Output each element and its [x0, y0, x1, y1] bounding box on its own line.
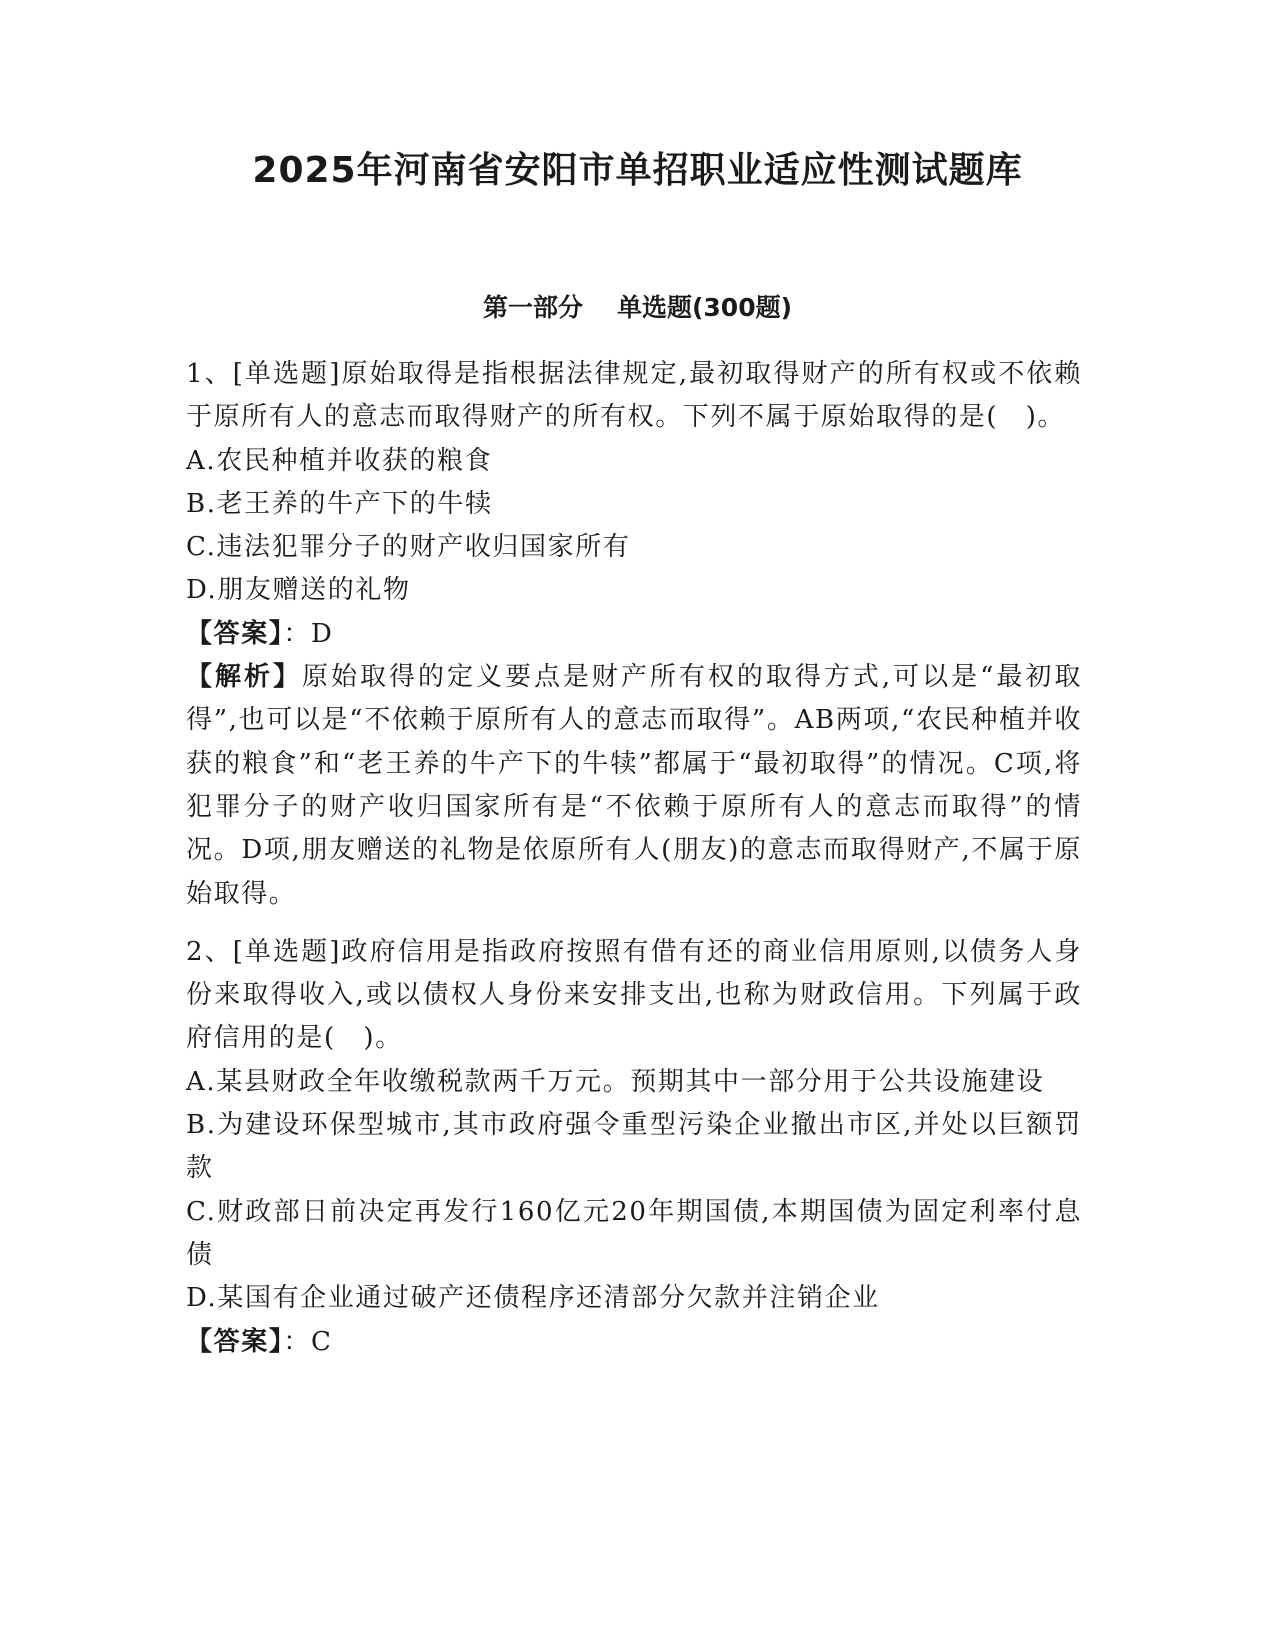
question-1 [186, 353, 1082, 916]
document-title: 2025年河南省安阳市单招职业适应性测试题库 [252, 150, 1023, 191]
analysis-text: 原始取得的定义要点是财产所有权的取得方式,可以是“最初取得”,也可以是“不依赖于原所有人的意志而取得”。AB两项,“农民种植并收获的粮食”和“老王养的牛产下的牛犊”都属于“最初取得”的情况。C项,将犯罪分子的财产收归国家所有是“不依赖于原所有人的意志而取得”的情况。D项,朋友赠送的礼物是依原所有人(朋友)的意志而取得财产,不属于原始取得。 [186, 662, 1082, 909]
option-c: C.财政部日前决定再发行160亿元20年期国债,本期国债为固定利率付息债 [186, 1196, 1082, 1270]
option-b: B.为建设环保型城市,其市政府强令重型污染企业撤出市区,并处以巨额罚款 [186, 1110, 1082, 1184]
option-d: D.朋友赠送的礼物 [186, 575, 411, 606]
question-list [186, 353, 1082, 1364]
analysis-block [186, 656, 1082, 916]
section-title: 第一部分 [482, 293, 583, 322]
option-b: B.老王养的牛产下的牛犊 [186, 488, 493, 519]
question-stem: 1、[单选题]原始取得是指根据法律规定,最初取得财产的所有权或不依赖于原所有人的意志而取得财产的所有权。下列不属于原始取得的是( )。 [186, 359, 1082, 433]
answer-line [186, 1321, 1082, 1364]
answer-separator: ： [283, 618, 312, 649]
answer-line [186, 613, 1082, 656]
answer-separator: ： [283, 1326, 312, 1357]
answer-label: 【答案】 [186, 1326, 284, 1357]
option-c: C.违法犯罪分子的财产收归国家所有 [186, 532, 631, 563]
answer-value: D [311, 618, 334, 649]
option-a: A.农民种植并收获的粮食 [186, 445, 493, 476]
section-heading [0, 290, 1275, 326]
question-2 [186, 931, 1082, 1364]
answer-label: 【答案】 [186, 618, 284, 649]
option-d: D.某国有企业通过破产还债程序还清部分欠款并注销企业 [186, 1283, 880, 1314]
section-subtitle: 单选题(300题) [616, 293, 793, 322]
option-a: A.某县财政全年收缴税款两千万元。预期其中一部分用于公共设施建设 [186, 1066, 1045, 1097]
answer-value: C [311, 1326, 333, 1357]
question-stem: 2、[单选题]政府信用是指政府按照有借有还的商业信用原则,以债务人身份来取得收入,或以债权人身份来安排支出,也称为财政信用。下列属于政府信用的是( )。 [186, 936, 1082, 1054]
analysis-label: 【解析】 [186, 662, 302, 693]
